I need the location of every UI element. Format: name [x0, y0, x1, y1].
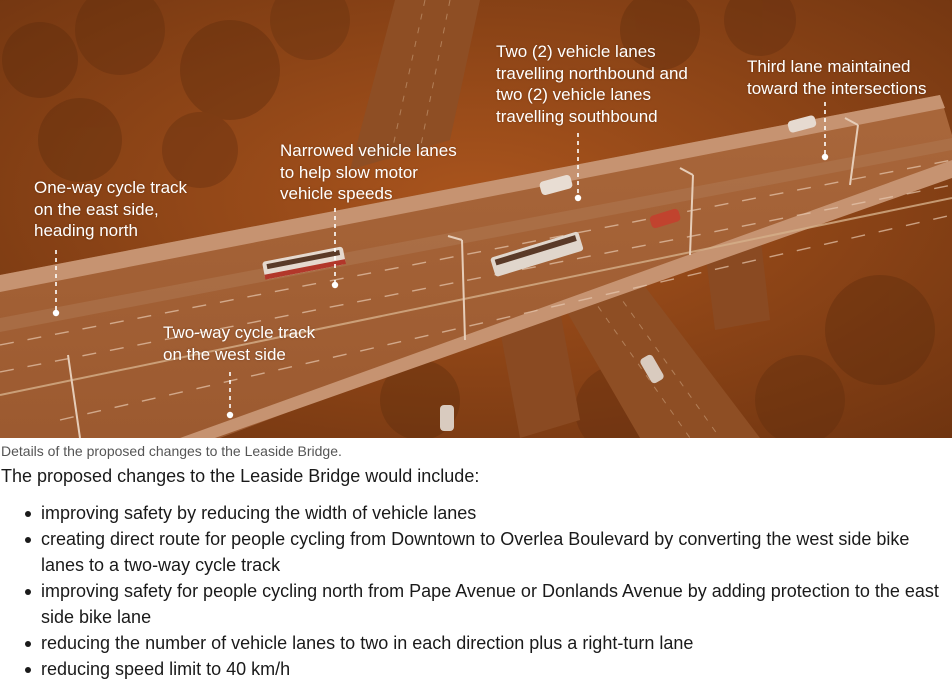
intro-paragraph: The proposed changes to the Leaside Bridge would include:	[1, 466, 480, 486]
annotation-line: on the east side,	[34, 199, 159, 219]
annotation-line: Two (2) vehicle lanes	[496, 42, 656, 61]
list-item: improving safety by reducing the width of vehicle lanes	[41, 500, 945, 526]
annotation-line: heading north	[34, 221, 138, 240]
annotation-line: on the west side	[163, 344, 286, 364]
annotation-line: Third lane maintained	[747, 57, 911, 76]
annotation-line: travelling northbound and	[496, 63, 688, 83]
annotation-line: toward the intersections	[747, 78, 927, 98]
narrowed-lanes-annotation	[280, 140, 457, 205]
list-item: creating direct route for people cycling from Downtown to Overlea Boulevard by converting the west side bike lanes to a two-way cycle track	[41, 526, 945, 578]
third-lane-annotation	[747, 56, 927, 99]
list-item: reducing speed limit to 40 km/h	[41, 656, 945, 682]
west-cycle-track-annotation	[163, 322, 315, 365]
annotation-line: vehicle speeds	[280, 184, 393, 203]
figure-caption: Details of the proposed changes to the Leaside Bridge.	[1, 443, 342, 459]
list-item: reducing the number of vehicle lanes to two in each direction plus a right-turn lane	[41, 630, 945, 656]
annotation-line: travelling southbound	[496, 106, 658, 126]
east-cycle-track-annotation	[34, 177, 187, 242]
annotation-line: Two-way cycle track	[163, 323, 316, 342]
annotation-line: One-way cycle track	[34, 178, 188, 197]
vehicle-lanes-annotation	[496, 41, 688, 127]
list-item: improving safety for people cycling north from Pape Avenue or Donlands Avenue by adding protection to the east side bike lane	[41, 578, 945, 630]
annotation-line: Narrowed vehicle lanes	[280, 141, 457, 160]
proposed-changes-list	[0, 500, 945, 682]
annotation-line: two (2) vehicle lanes	[496, 85, 651, 104]
annotation-line: to help slow motor	[280, 162, 418, 182]
